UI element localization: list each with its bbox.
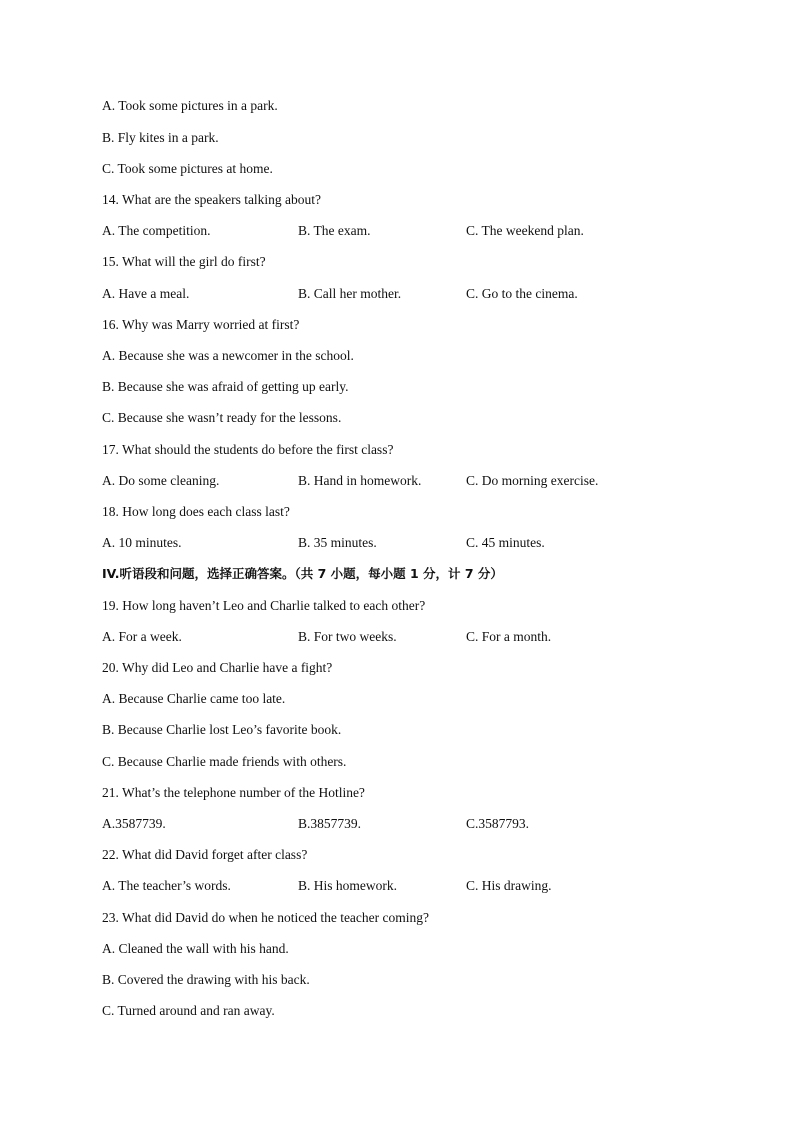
q18-option-a: A. 10 minutes. [102,535,182,550]
q17-option-a: A. Do some cleaning. [102,473,220,488]
q18-options [102,535,702,551]
q23-option-c: C. Turned around and ran away. [102,1003,275,1018]
q19-question: 19. How long haven’t Leo and Charlie talked to each other? [102,598,426,613]
q19-option-c: C. For a month. [466,629,552,644]
q17-options [102,473,702,489]
q14-question: 14. What are the speakers talking about? [102,192,322,207]
q20-option-a: A. Because Charlie came too late. [102,691,286,706]
q20-question: 20. Why did Leo and Charlie have a fight? [102,660,333,675]
q21-question: 21. What’s the telephone number of the Hotline? [102,785,365,800]
q20-option-b: B. Because Charlie lost Leo’s favorite book. [102,722,342,737]
q23-option-a: A. Cleaned the wall with his hand. [102,941,289,956]
q15-options [102,286,702,302]
q16-question: 16. Why was Marry worried at first? [102,317,300,332]
q14-option-b: B. The exam. [298,223,371,238]
q15-question: 15. What will the girl do first? [102,254,266,269]
q13-option-c: C. Took some pictures at home. [102,161,273,176]
q21-option-a: A.3587739. [102,816,166,831]
section-iv-heading: IV.听语段和问题，选择正确答案。（共 7 小题，每小题 1 分，计 7 分） [102,566,503,581]
q19-option-b: B. For two weeks. [298,629,397,644]
q15-option-b: B. Call her mother. [298,286,402,301]
q15-option-c: C. Go to the cinema. [466,286,578,301]
q17-option-b: B. Hand in homework. [298,473,422,488]
q21-option-b: B.3857739. [298,816,362,831]
q13-option-a: A. Took some pictures in a park. [102,98,278,113]
q18-option-b: B. 35 minutes. [298,535,377,550]
q17-question: 17. What should the students do before the first class? [102,442,394,457]
q14-option-c: C. The weekend plan. [466,223,584,238]
q23-question: 23. What did David do when he noticed the teacher coming? [102,910,430,925]
q22-option-a: A. The teacher’s words. [102,878,231,893]
q19-options [102,629,702,645]
q16-option-b: B. Because she was afraid of getting up early. [102,379,349,394]
q23-option-b: B. Covered the drawing with his back. [102,972,310,987]
q22-option-b: B. His homework. [298,878,397,893]
q20-option-c: C. Because Charlie made friends with others. [102,754,347,769]
q21-options [102,816,702,832]
q15-option-a: A. Have a meal. [102,286,190,301]
q16-option-a: A. Because she was a newcomer in the school. [102,348,354,363]
q18-option-c: C. 45 minutes. [466,535,545,550]
q14-option-a: A. The competition. [102,223,211,238]
q19-option-a: A. For a week. [102,629,182,644]
q22-option-c: C. His drawing. [466,878,552,893]
q18-question: 18. How long does each class last? [102,504,290,519]
q21-option-c: C.3587793. [466,816,530,831]
q22-question: 22. What did David forget after class? [102,847,308,862]
q16-option-c: C. Because she wasn’t ready for the lessons. [102,410,342,425]
q14-options [102,223,702,239]
q22-options [102,878,702,894]
q13-option-b: B. Fly kites in a park. [102,130,219,145]
q17-option-c: C. Do morning exercise. [466,473,599,488]
